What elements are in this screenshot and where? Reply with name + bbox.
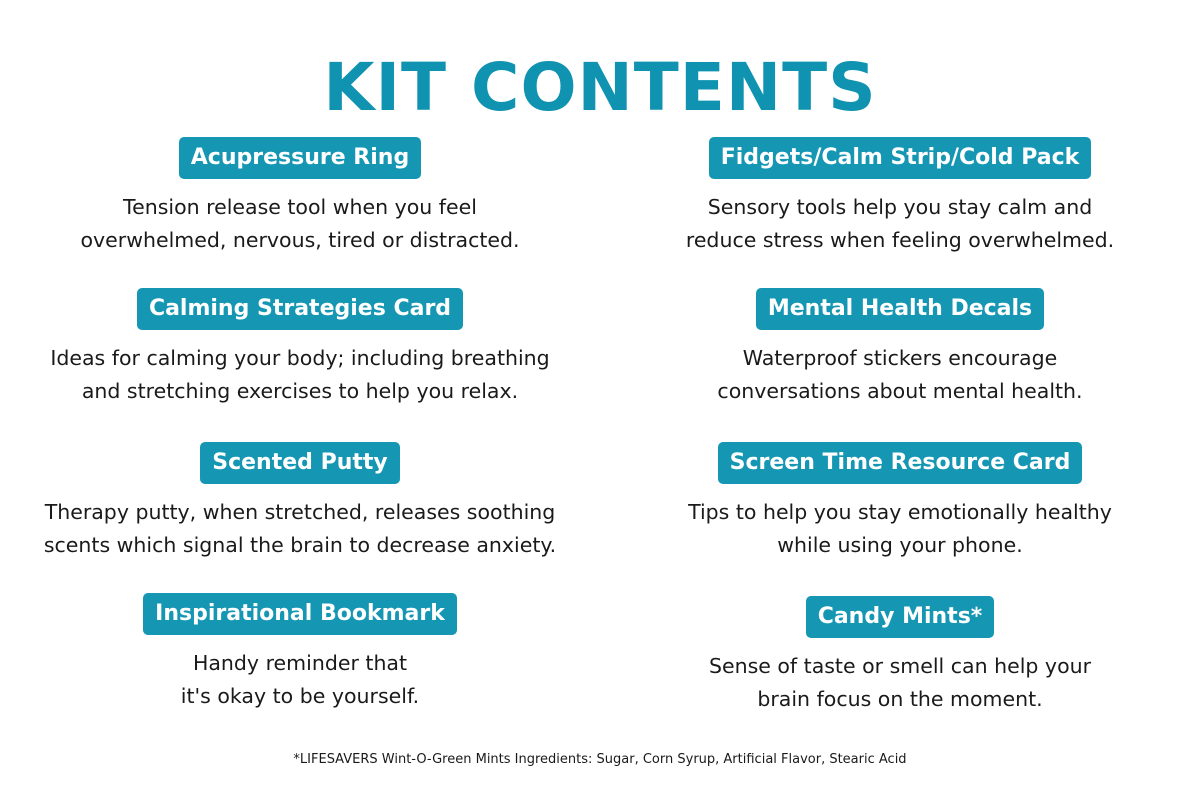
kit-item-candy-mints	[600, 596, 1200, 716]
item-description	[0, 496, 600, 562]
item-description	[0, 342, 600, 408]
item-description-line: Ideas for calming your body; including breathing	[50, 346, 550, 370]
item-description-line: Handy reminder that	[192, 651, 408, 675]
item-description-line: Waterproof stickers encourage	[742, 346, 1058, 370]
item-description-line: Therapy putty, when stretched, releases soothing	[44, 500, 556, 524]
item-description-line: it's okay to be yourself.	[180, 684, 420, 708]
item-description	[0, 647, 600, 713]
kit-item-fidgets-calm-strip-cold-pack	[600, 137, 1200, 257]
item-description	[600, 496, 1200, 562]
item-label: Inspirational Bookmark	[143, 593, 457, 635]
item-description-line: reduce stress when feeling overwhelmed.	[685, 228, 1115, 252]
item-label: Mental Health Decals	[756, 288, 1044, 330]
item-label: Screen Time Resource Card	[718, 442, 1083, 484]
item-description-line: Sensory tools help you stay calm and	[707, 195, 1093, 219]
page-title: KIT CONTENTS	[323, 49, 877, 126]
kit-item-calming-strategies-card	[0, 288, 600, 408]
item-description-line: Tension release tool when you feel	[123, 195, 477, 219]
item-description	[600, 342, 1200, 408]
item-description-line: and stretching exercises to help you relax.	[81, 379, 519, 403]
item-label: Scented Putty	[200, 442, 399, 484]
kit-item-inspirational-bookmark	[0, 593, 600, 713]
item-description-line: Tips to help you stay emotionally healthy	[688, 500, 1112, 524]
kit-item-mental-health-decals	[600, 288, 1200, 408]
item-label: Fidgets/Calm Strip/Cold Pack	[709, 137, 1092, 179]
footnote: *LIFESAVERS Wint-O-Green Mints Ingredients: Sugar, Corn Syrup, Artificial Flavor, Stearic Acid	[293, 752, 907, 767]
item-label: Calming Strategies Card	[137, 288, 463, 330]
item-description	[0, 191, 600, 257]
item-description	[600, 191, 1200, 257]
kit-item-screen-time-resource-card	[600, 442, 1200, 562]
item-label: Acupressure Ring	[179, 137, 421, 179]
kit-item-acupressure-ring	[0, 137, 600, 257]
item-description-line: scents which signal the brain to decrease anxiety.	[43, 533, 557, 557]
item-description-line: brain focus on the moment.	[757, 687, 1043, 711]
item-description-line: Sense of taste or smell can help your	[708, 654, 1092, 678]
item-description-line: conversations about mental health.	[717, 379, 1083, 403]
item-description-line: overwhelmed, nervous, tired or distracted.	[80, 228, 520, 252]
kit-item-scented-putty	[0, 442, 600, 562]
item-label: Candy Mints*	[806, 596, 995, 638]
item-description-line: while using your phone.	[777, 533, 1023, 557]
item-description	[600, 650, 1200, 716]
